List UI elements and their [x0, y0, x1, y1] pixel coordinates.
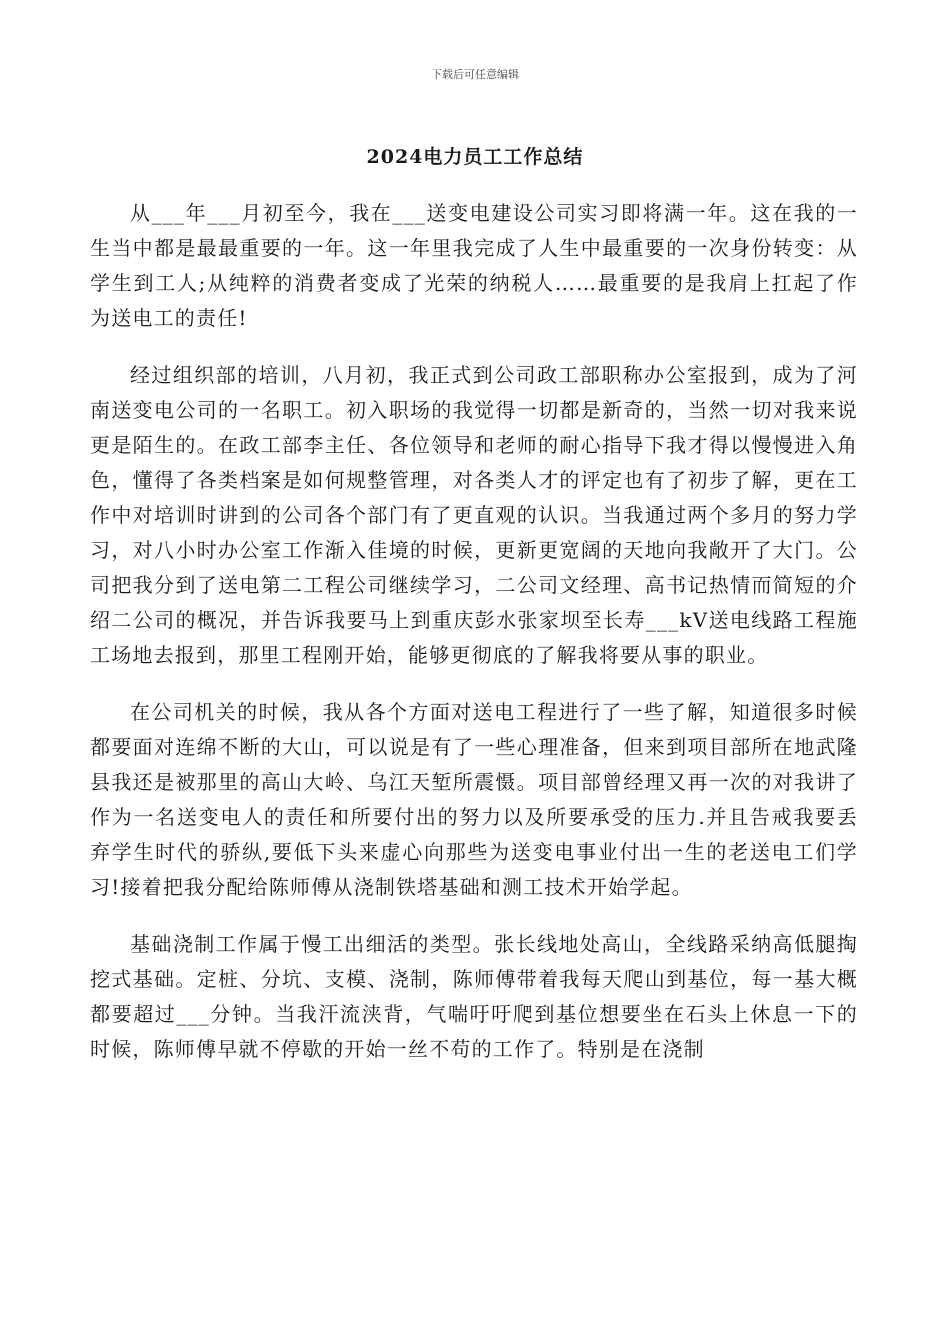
- paragraph: 经过组织部的培训，八月初，我正式到公司政工部职称办公室报到，成为了河南送变电公司的一名职工。初入职场的我觉得一切都是新奇的，当然一切对我来说更是陌生的。在政工部李主任、各位领导和老师的耐心指导下我才得以慢慢进入角色，懂得了各类档案是如何规整管理，对各类人才的评定也有了初步了解，更在工作中对培训时讲到的公司各个部门有了更直观的认识。当我通过两个多月的努力学习，对八小时办公室工作渐入佳境的时候，更新更宽阔的天地向我敞开了大门。公司把我分到了送电第二工程公司继续学习，二公司文经理、高书记热情而简短的介绍二公司的概况，并告诉我要马上到重庆彭水张家坝至长寿___kV送电线路工程施工场地去报到，那里工程刚开始，能够更彻底的了解我将要从事的职业。: [90, 363, 858, 667]
- document-body: [90, 196, 858, 1089]
- paragraph: 在公司机关的时候，我从各个方面对送电工程进行了一些了解，知道很多时候都要面对连绵不断的大山，可以说是有了一些心理准备，但来到项目部所在地武隆县我还是被那里的高山大岭、乌江天堑所震慑。项目部曾经理又再一次的对我讲了作为一名送变电人的责任和所要付出的努力以及所要承受的压力.并且告戒我要丢弃学生时代的骄纵,要低下头来虚心向那些为送变电事业付出一生的老送电工们学习!接着把我分配给陈师傅从浇制铁塔基础和测工技术开始学起。: [90, 700, 858, 899]
- paragraph: 基础浇制工作属于慢工出细活的类型。张长线地处高山，全线路采纳高低腿掏挖式基础。定桩、分坑、支模、浇制，陈师傅带着我每天爬山到基位，每一基大概都要超过___分钟。当我汗流浃背，气喘吁吁爬到基位想要坐在石头上休息一下的时候，陈师傅早就不停歇的开始一丝不苟的工作了。特别是在浇制: [90, 932, 858, 1061]
- page-header-note: 下载后可任意编辑: [431, 68, 519, 81]
- paragraph: 从___年___月初至今，我在___送变电建设公司实习即将满一年。这在我的一生当中都是最最重要的一年。这一年里我完成了人生中最重要的一次身份转变：从学生到工人;从纯粹的消费者变成了光荣的纳税人……最重要的是我肩上扛起了作为送电工的责任!: [90, 201, 858, 330]
- document-title: 2024电力员工工作总结: [366, 146, 584, 168]
